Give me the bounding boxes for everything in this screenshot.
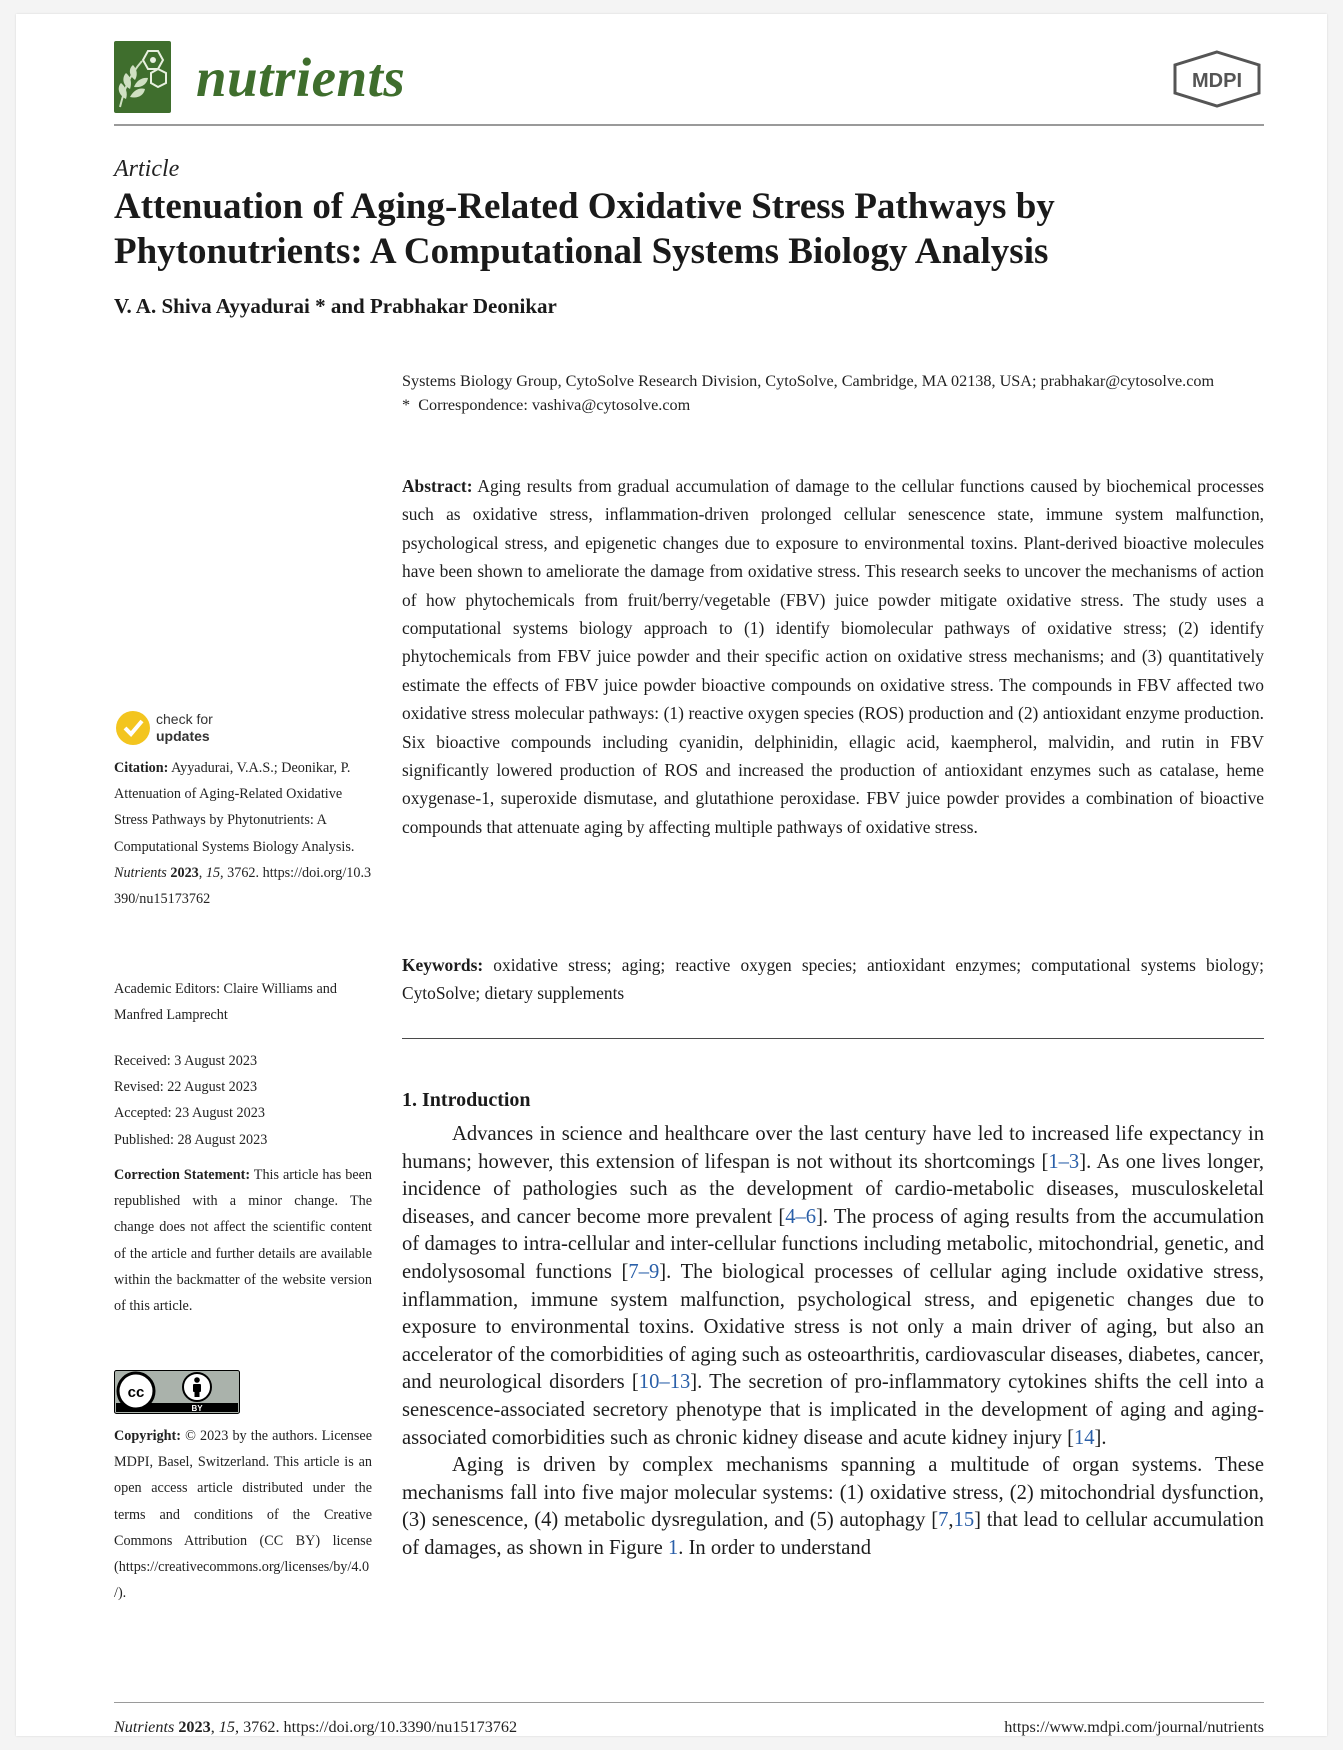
- check-for-updates-badge[interactable]: [114, 708, 244, 748]
- text-run: ]. As one lives longer, incidence of pathologies such as the development of cardio-metabolic diseases, musculoskeletal diseases, and cancer become more prevalent [: [402, 1150, 1264, 1228]
- citation-link[interactable]: 14: [1073, 1426, 1095, 1449]
- text-run: ] that lead to cellular accumulation of damages, as shown in Figure: [402, 1509, 1264, 1559]
- date-revised: Revised: 22 August 2023: [114, 1079, 258, 1096]
- check-updates-line1: check for: [156, 711, 213, 727]
- section-divider: [402, 1038, 1264, 1039]
- mdpi-logo-text: MDPI: [1192, 70, 1242, 92]
- correction-label: Correction Statement:: [114, 1167, 251, 1183]
- text-run: ]. The biological processes of cellular aging include oxidative stress, inflammation, immune system malfunction, psychological stress, and epigenetic changes due to exposure to environmental toxins. Oxidative stress is not only a main driver of aging, but also an accelerator of the comorbidities of aging such as osteoarthritis, cardiovascular diseases, diabetes, cancer, and neurological disorders [: [402, 1260, 1264, 1394]
- dates-block: [114, 1048, 372, 1153]
- cc-by-license-badge[interactable]: [114, 1370, 240, 1414]
- section-heading: 1. Introduction: [402, 1089, 531, 1111]
- keywords-label: Keywords:: [402, 955, 484, 975]
- citation-link[interactable]: 7: [938, 1509, 949, 1532]
- footer-divider: [114, 1702, 1264, 1703]
- citation-year: 2023: [170, 864, 199, 881]
- nutrients-leaf-molecule-icon: [114, 41, 171, 113]
- article-type: Article: [114, 156, 180, 182]
- citation-page: , 3762.: [220, 864, 260, 881]
- date-received: Received: 3 August 2023: [114, 1053, 258, 1069]
- copyright-label: Copyright:: [114, 1428, 181, 1444]
- article-title: Attenuation of Aging-Related Oxidative Stress Pathways by Phytonutrients: A Computational Systems Biology Analysis: [114, 186, 1055, 272]
- citation-journal: Nutrients: [114, 864, 167, 881]
- page: [16, 14, 1327, 1736]
- paragraph: [402, 1452, 1264, 1562]
- correspondence: [402, 394, 1264, 418]
- citation-link[interactable]: 7–9: [628, 1260, 660, 1283]
- academic-editors: Academic Editors: Claire Williams and Manfred Lamprecht: [114, 981, 337, 1024]
- copyright-block: [114, 1423, 372, 1606]
- abstract-label: Abstract:: [402, 476, 473, 496]
- footer-journal: Nutrients: [114, 1718, 175, 1736]
- correspondence-text: Correspondence: vashiva@cytosolve.com: [418, 395, 691, 414]
- abstract: [402, 472, 1264, 841]
- citation-volume: 15: [205, 864, 221, 881]
- text-run: ]. The secretion of pro-inflammatory cytokines shifts the cell into a senescence-associated secretory phenotype that is implicated in the development of aging and aging-associated comorbidities such as chronic kidney disease and acute kidney injury [: [402, 1371, 1264, 1449]
- date-accepted: Accepted: 23 August 2023: [114, 1105, 265, 1122]
- text-run: . In order to understand: [678, 1536, 871, 1559]
- footer-volume: 15: [218, 1718, 235, 1736]
- text-run: ]. The process of aging results from the accumulation of damages to intra-cellular and inter-cellular functions including metabolic, mitochondrial, genetic, and endolysosomal functions [: [402, 1205, 1264, 1283]
- affiliation: Systems Biology Group, CytoSolve Research Division, CytoSolve, Cambridge, MA 02138, USA; prabhakar@cytosolve.com: [402, 372, 1215, 390]
- abstract-text: Aging results from gradual accumulation of damage to the cellular functions caused by biochemical processes such as oxidative stress, inflammation-driven prolonged cellular senescence state, immune system malfunction, psychological stress, and epigenetic changes due to exposure to environmental toxins. Plant-derived bioactive molecules have been shown to ameliorate the damage from oxidative stress. This research seeks to uncover the mechanisms of action of how phytochemicals from fruit/berry/vegetable (FBV) juice powder mitigate oxidative stress. The study uses a computational systems biology approach to (1) identify biomolecular pathways of oxidative stress; (2) identify phytochemicals from FBV juice powder and their specific action on oxidative stress mechanisms; and (3) quantitatively estimate the effects of FBV juice powder bioactive compounds on oxidative stress. The compounds in FBV affected two oxidative stress molecular pathways: (1) reactive oxygen species (ROS) production and (2) antioxidant enzyme production. Six bioactive compounds including cyanidin, delphinidin, ellagic acid, kaempherol, malvidin, and rutin in FBV significantly lowered production of ROS and increased the production of antioxidant enzymes such as catalase, heme oxygenase-1, superoxide dismutase, and glutathione peroxidase. FBV juice powder provides a combination of bioactive compounds that attenuate aging by affecting multiple pathways of oxidative stress.: [402, 476, 1265, 837]
- correction-text: This article has been republished with a minor change. The change does not affect the scientific content of the article and further details are available within the backmatter of the website version of this article.: [114, 1167, 373, 1315]
- correspondence-marker: *: [402, 395, 411, 414]
- keywords: [402, 951, 1264, 1008]
- text-run: Aging is driven by complex mechanisms spanning a multitude of organ systems. These mechanisms fall into five major molecular systems: (1) oxidative stress, (2) mitochondrial dysfunction, (3) senescence, (4) metabolic dysregulation, and (5) autophagy [: [402, 1454, 1264, 1532]
- date-published: Published: 28 August 2023: [114, 1131, 268, 1148]
- header-divider: [114, 124, 1264, 126]
- text-run: ,: [948, 1509, 954, 1532]
- citation-link[interactable]: 15: [953, 1509, 975, 1532]
- text-run: ].: [1094, 1426, 1107, 1449]
- journal-name: nutrients: [196, 47, 406, 108]
- text-run: Advances in science and healthcare over the last century have led to increased life expectancy in humans; however, this extension of lifespan is not without its shortcomings [: [402, 1123, 1264, 1173]
- correction-statement: [114, 1162, 372, 1319]
- citation-text: Ayyadurai, V.A.S.; Deonikar, P. Attenuation of Aging-Related Oxidative Stress Pathways by Phytonutrients: A Computational Systems Biology Analysis.: [114, 760, 355, 855]
- authors: V. A. Shiva Ayyadurai * and Prabhakar Deonikar: [114, 294, 557, 318]
- check-updates-icon: [116, 711, 150, 745]
- introduction-body: [402, 1121, 1264, 1563]
- citation-link[interactable]: 10–13: [638, 1371, 691, 1394]
- citation-link[interactable]: 1–3: [1048, 1150, 1080, 1173]
- footer-journal-url[interactable]: https://www.mdpi.com/journal/nutrients: [1004, 1718, 1264, 1736]
- keywords-text: oxidative stress; aging; reactive oxygen species; antioxidant enzymes; computational systems biology; CytoSolve; dietary supplements: [402, 955, 1264, 1004]
- svg-text:cc: cc: [127, 1384, 145, 1401]
- citation-label: Citation:: [114, 760, 169, 776]
- cc-by-label: BY: [191, 1404, 203, 1413]
- copyright-text: © 2023 by the authors. Licensee MDPI, Basel, Switzerland. This article is an open access article distributed under the terms and conditions of the Creative Commons Attribution (CC BY) license (https://creativecommons.org/licenses/by/4.0/).: [114, 1428, 373, 1602]
- mdpi-logo: [1171, 50, 1263, 108]
- footer-year: 2023: [178, 1718, 211, 1736]
- footer-citation: Nutrients 2023, 15, 3762. https://doi.org/10.3390/nu15173762: [114, 1718, 518, 1736]
- footer-doi[interactable]: , 3762. https://doi.org/10.3390/nu15173762: [234, 1718, 518, 1736]
- check-updates-line2: updates: [156, 728, 210, 744]
- citation-block: Citation: Ayyadurai, V.A.S.; Deonikar, P. Attenuation of Aging-Related Oxidative Stress Pathways by Phytonutrients: A Computational Systems Biology Analysis. Nutrients 2023, 15, 3762. https://doi.org/10.3390/nu15173762: [114, 760, 372, 908]
- paragraph: [402, 1121, 1264, 1452]
- citation-link[interactable]: 4–6: [785, 1205, 817, 1228]
- affiliation-block: [402, 370, 1264, 417]
- figure-link[interactable]: 1: [667, 1536, 679, 1559]
- citation-doi-link[interactable]: https://doi.org/10.3390/nu15173762: [114, 864, 372, 908]
